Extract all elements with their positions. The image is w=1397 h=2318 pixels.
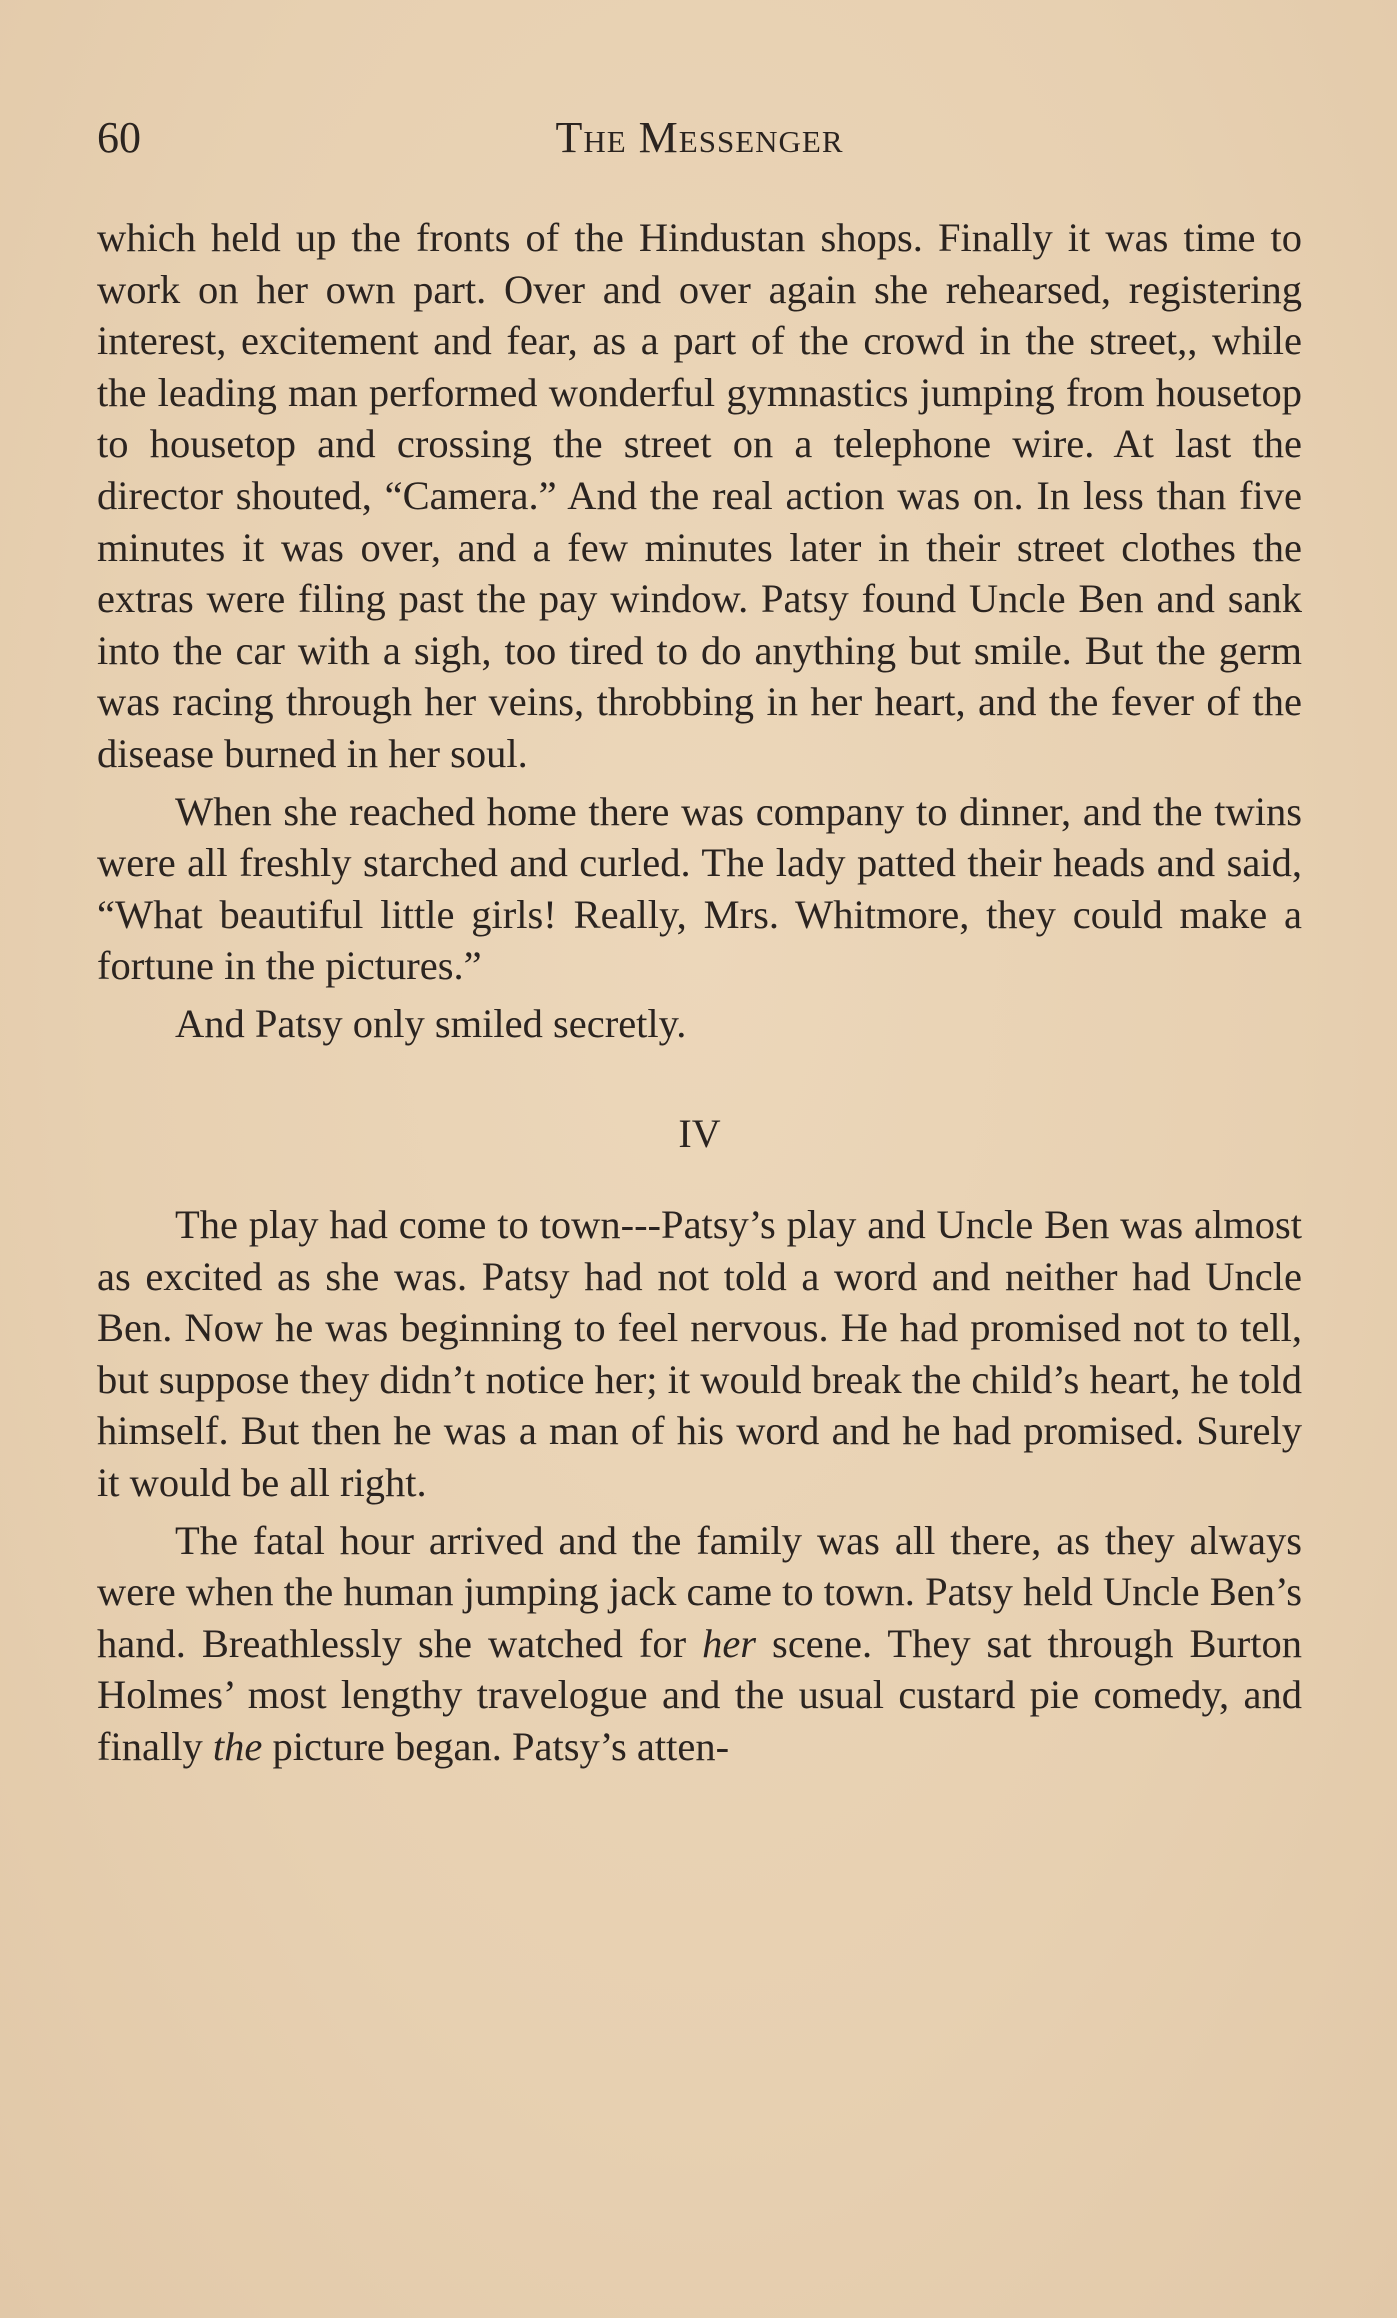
page-number: 60 (97, 113, 141, 162)
paragraph-5 (97, 1515, 1302, 1773)
paragraph-5-text-c: picture began. Patsy’s atten- (262, 1724, 730, 1770)
page-header (97, 112, 1302, 172)
running-title: The Messenger (555, 113, 844, 162)
paragraph-5-emphasis-the: the (212, 1724, 263, 1770)
paragraph-1: which held up the fronts of the Hindustan shops. Finally it was time to work on her own part. Over and over again she rehearsed, registering interest, excitement and fear, as a part of the crowd in the street,, while the leading man performed wonderful gymnastics jumping from housetop to housetop and crossing the street on a telephone wire. At last the director shouted, “Camera.” And the real action was on. In less than five minutes it was over, and a few minutes later in their street clothes the extras were filing past the pay window. Patsy found Uncle Ben and sank into the car with a sigh, too tired to do anything but smile. But the germ was racing through her veins, throbbing in her heart, and the fever of the disease burned in her soul. (97, 215, 1302, 776)
paragraph-3: And Patsy only smiled secretly. (175, 1000, 687, 1046)
paragraph-2: When she reached home there was company to dinner, and the twins were all freshly starched and curled. The lady patted their heads and said, “What beautiful little girls! Really, Mrs. Whitmore, they could make a fortune in the pictures.” (97, 788, 1302, 989)
paragraph-5-text-b: scene. They sat through Burton Holmes’ most lengthy travelogue and the usual custard pie comedy, and finally (97, 1620, 1302, 1770)
section-heading: IV (678, 1110, 721, 1156)
paragraph-5-text-a: The fatal hour arrived and the family was all there, as they always were when the human jumping jack came to town. Patsy held Uncle Ben’s hand. Breathlessly she watched for (97, 1517, 1302, 1666)
body-text (97, 212, 1302, 1773)
paragraph-5-emphasis-her: her (702, 1620, 757, 1666)
paragraph-4: The play had come to town---Patsy’s play and Uncle Ben was almost as excited as she was. Patsy had not told a word and neither had Uncle Ben. Now he was beginning to feel nervous. He had promised not to tell, but suppose they didn’t notice her; it would break the child’s heart, he told himself. But then he was a man of his word and he had promised. Surely it would be all right. (97, 1202, 1302, 1506)
